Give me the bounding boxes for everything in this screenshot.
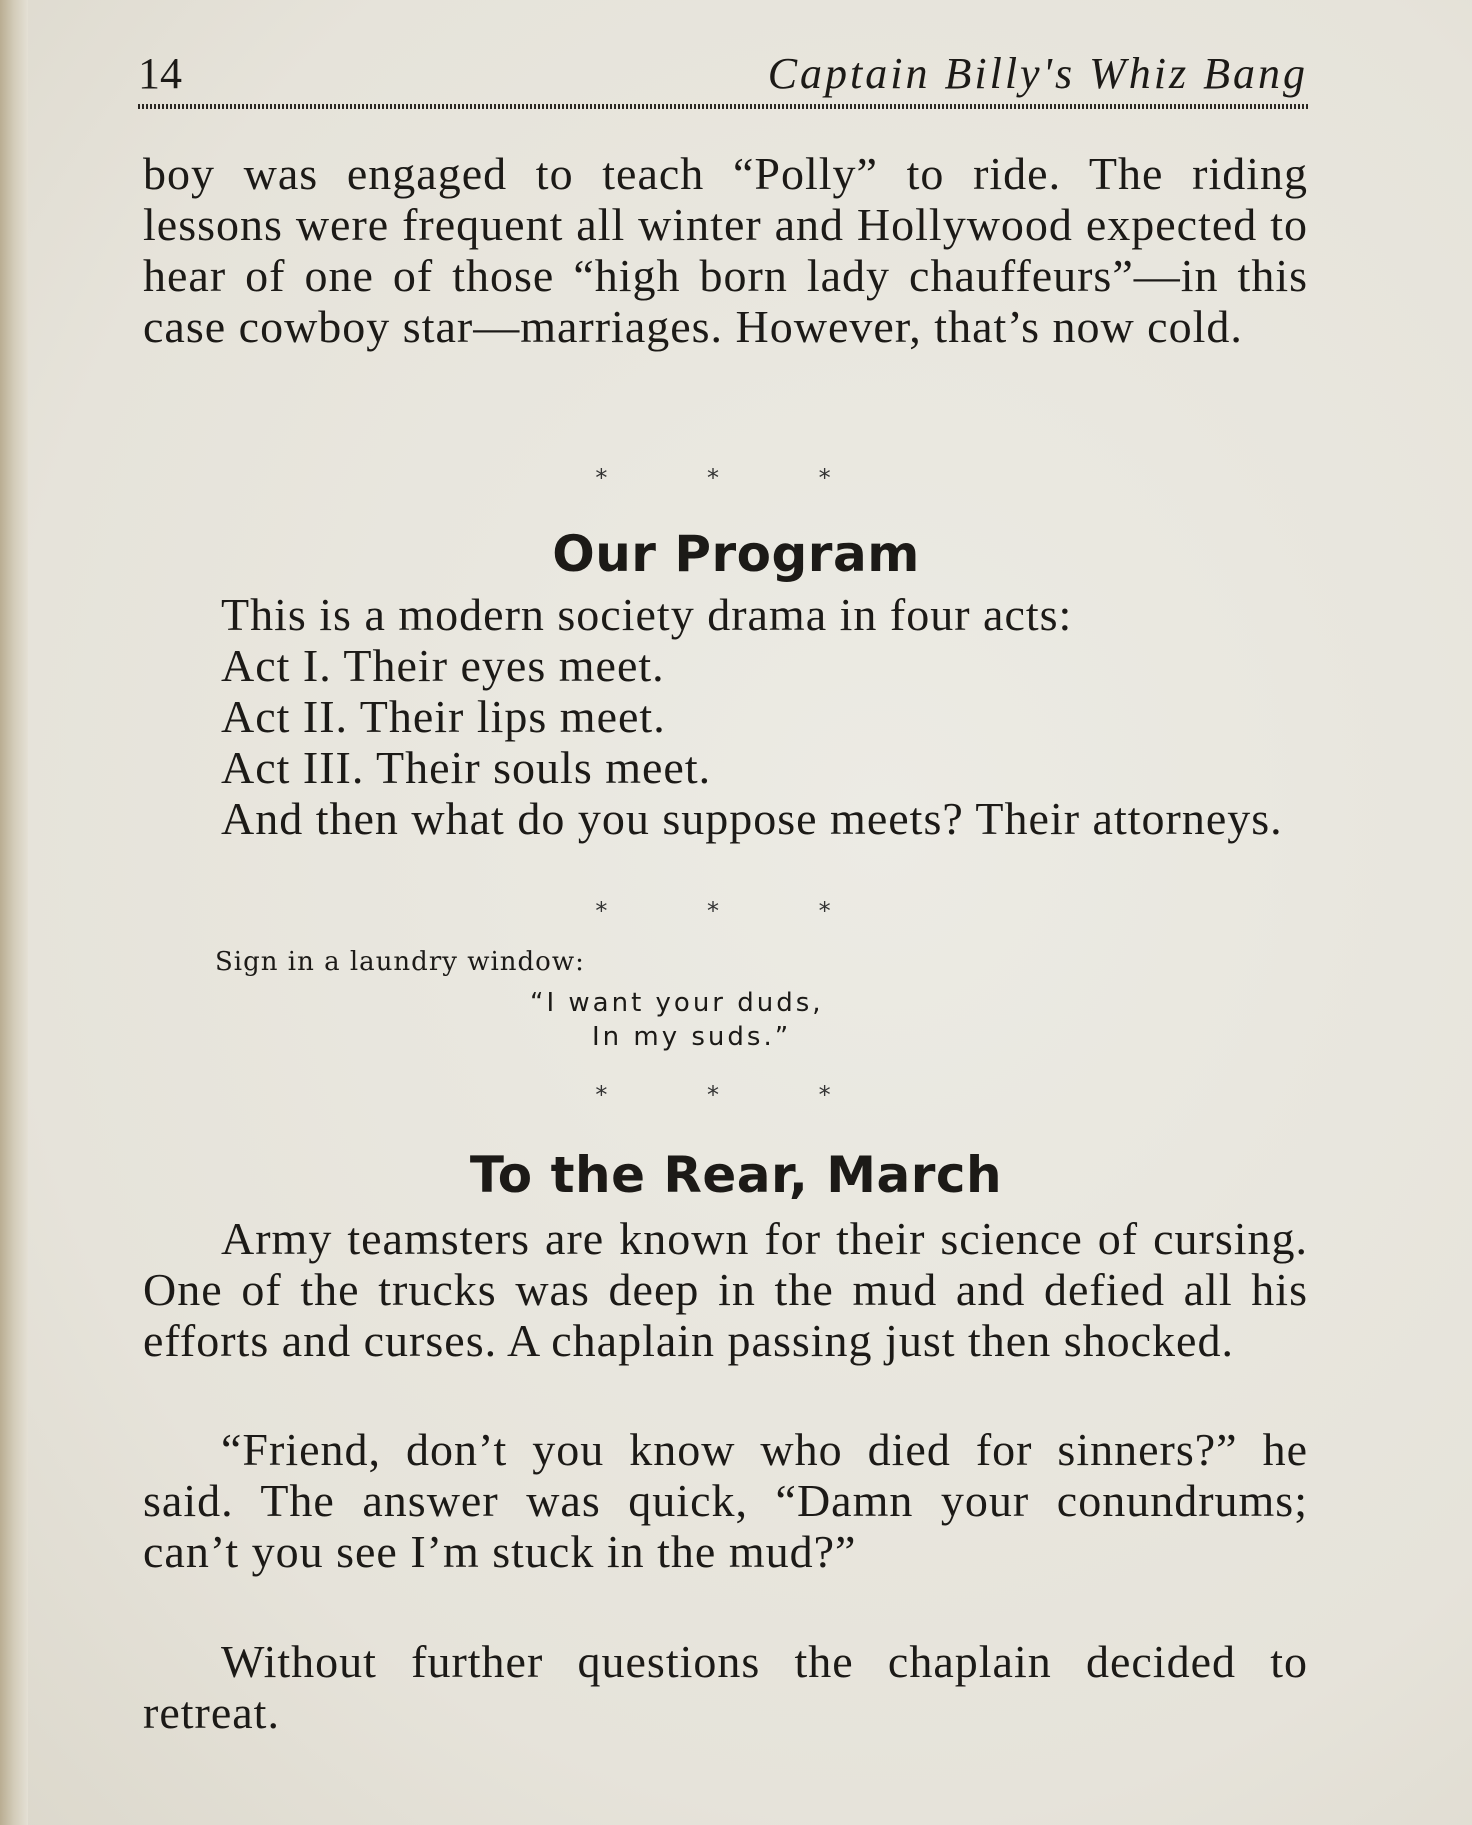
program-act-2: Act II. Their lips meet. [221,691,666,742]
program-closing: And then what do you suppose meets? Their attorneys. [221,793,1283,844]
page-number: 14 [138,49,182,98]
sign-intro: Sign in a laundry window: [215,947,585,977]
running-title: Captain Billy's Whiz Bang [767,49,1308,98]
separator-stars: * * * [595,897,877,925]
rear-march-paragraph-1: Army teamsters are known for their science of cursing. One of the trucks was deep in the mud and defied all his efforts and curses. A chaplain passing just then shocked. [143,1213,1308,1366]
program-act-1: Act I. Their eyes meet. [221,640,665,691]
program-act-3: Act III. Their souls meet. [221,742,712,793]
page-header [138,48,1308,100]
sign-verse-line-1: “I want your duds, [530,988,824,1018]
rear-march-paragraph-3: Without further questions the chaplain decided to retreat. [143,1636,1308,1738]
separator-stars: * * * [595,1081,877,1109]
section-heading-rear-march: To the Rear, March [469,1146,1003,1204]
sign-verse-line-2: In my suds.” [592,1022,792,1052]
section-heading-our-program: Our Program [552,525,920,583]
header-rule [138,104,1308,109]
program-intro: This is a modern society drama in four acts: [221,589,1073,640]
separator-stars: * * * [595,464,877,492]
intro-paragraph: boy was engaged to teach “Polly” to ride. The riding lessons were frequent all winter and Hollywood expected to hear of one of those “high born lady chauffeurs”—in this case cowboy star—marriages. However, that’s now cold. [143,148,1308,352]
rear-march-paragraph-2: “Friend, don’t you know who died for sinners?” he said. The answer was quick, “Damn your conundrums; can’t you see I’m stuck in the mud?” [143,1424,1308,1577]
